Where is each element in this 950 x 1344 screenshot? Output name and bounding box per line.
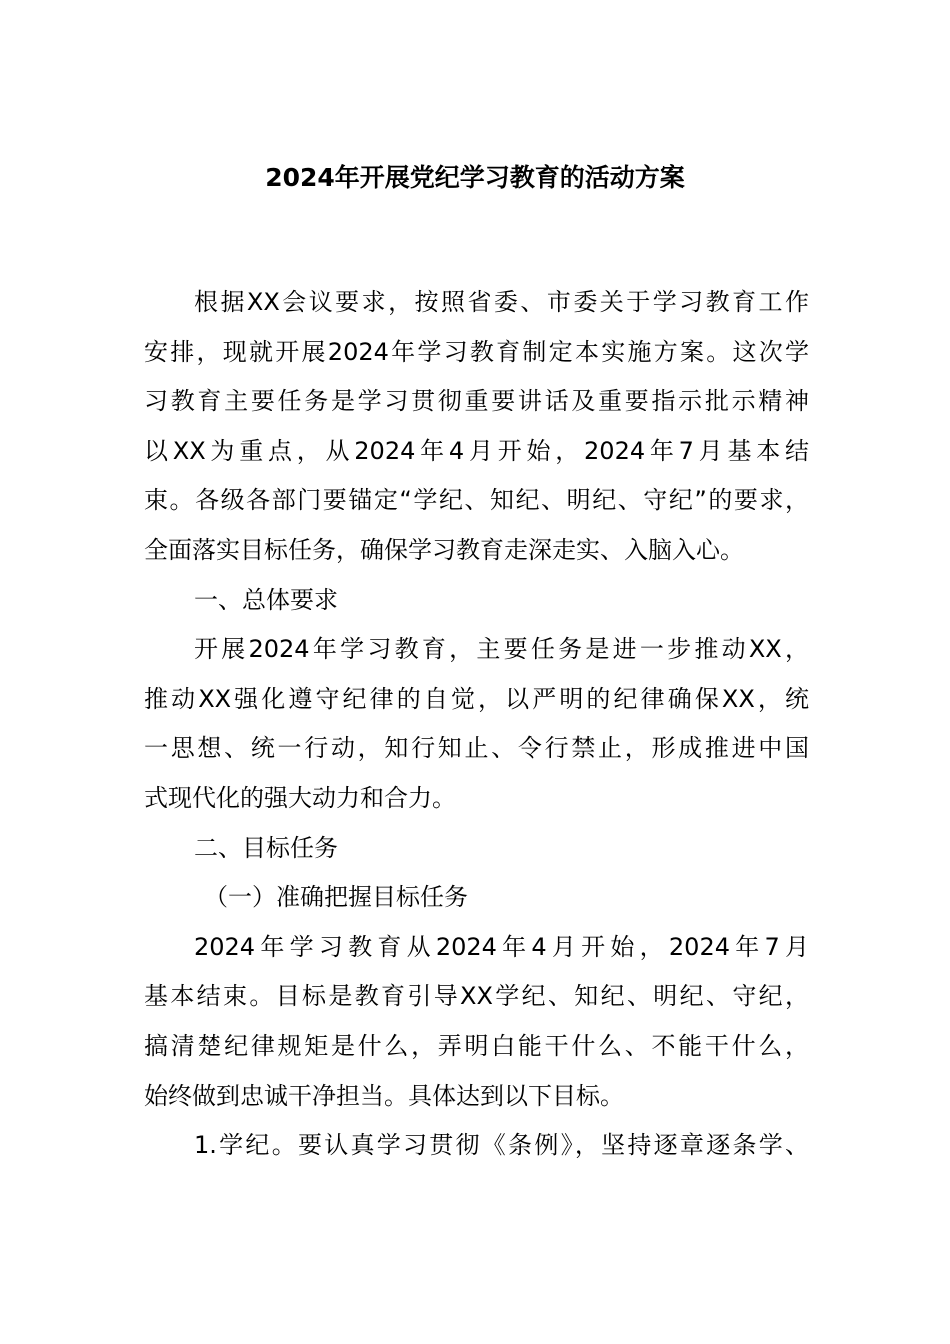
paragraph-line: 搞清楚纪律规矩是什么，弄明白能干什么、不能干什么，	[144, 1031, 809, 1060]
document-title: 2024年开展党纪学习教育的活动方案	[265, 163, 685, 192]
paragraph-line: 推动XX强化遵守纪律的自觉，以严明的纪律确保XX，统	[144, 684, 809, 713]
paragraph-line: 开展2024年学习教育，主要任务是进一步推动XX，	[194, 635, 809, 664]
paragraph-line: 根据XX会议要求，按照省委、市委关于学习教育工作	[194, 288, 809, 316]
section-heading: 一、总体要求	[194, 585, 338, 614]
paragraph-line: 以XX为重点，从2024年4月开始，2024年7月基本结	[144, 436, 809, 465]
paragraph-line: 始终做到忠诚干净担当。具体达到以下目标。	[144, 1081, 624, 1110]
document-body	[144, 278, 809, 1171]
paragraph-line: 式现代化的强大动力和合力。	[144, 783, 456, 812]
paragraph-line: 束。各级各部门要锚定“学纪、知纪、明纪、守纪”的要求，	[144, 486, 809, 515]
paragraph-line: 全面落实目标任务，确保学习教育走深走实、入脑入心。	[144, 535, 744, 564]
paragraph-line: 安排，现就开展2024年学习教育制定本实施方案。这次学	[144, 337, 809, 366]
paragraph-line: 1.学纪。要认真学习贯彻《条例》，坚持逐章逐条学、	[194, 1131, 809, 1160]
paragraph-line: 一思想、统一行动，知行知止、令行禁止，形成推进中国	[144, 734, 809, 763]
subsection-heading: （一）准确把握目标任务	[204, 883, 468, 912]
paragraph-line: 习教育主要任务是学习贯彻重要讲话及重要指示批示精神	[144, 387, 809, 416]
paragraph-line: 2024年学习教育从2024年4月开始，2024年7月	[194, 932, 809, 961]
section-heading: 二、目标任务	[194, 833, 338, 862]
paragraph-line: 基本结束。目标是教育引导XX学纪、知纪、明纪、守纪，	[144, 982, 809, 1011]
